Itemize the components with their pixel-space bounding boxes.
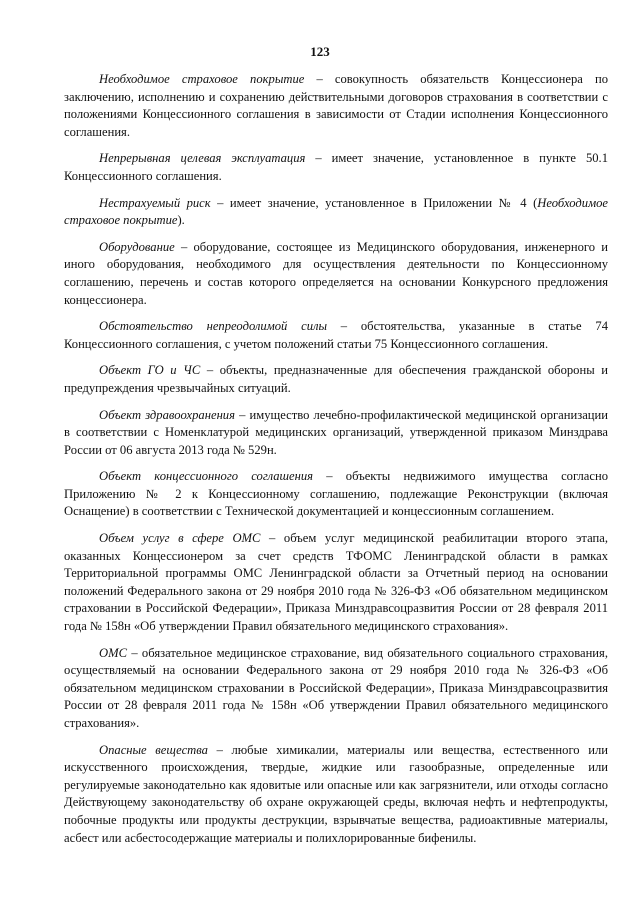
definition-term: Непрерывная целевая эксплуатация — [99, 151, 306, 166]
definition-text: – оборудование, состоящее из Медицинского оборудования, инженерного и иного оборудования, необходимого для осуществления деятельности по Концессионному соглашению, перечень и состав которого определяется на основании Конкурсного предложения концессионера. — [64, 239, 608, 307]
definition-term: Необходимое страховое покрытие — [99, 72, 305, 86]
definition-paragraph — [64, 742, 608, 848]
definition-text: – любые химикалии, материалы или вещества, естественного или искусственного происхождения, твердые, жидкие или газообразные, определенные или регулируемые законодательно как ядовитые или опасные или как загрязнители, или отходы согласно Действующему законодательству об охране окружающей среды, включая нефть и нефтепродукты, побочные продукты или продукты деструкции, взрывчатые вещества, радиоактивные материалы, асбест или асбестосодержащие материалы и полихлорированные бифенилы. — [64, 742, 608, 845]
definition-term: Обстоятельство непреодолимой силы — [99, 319, 328, 334]
definition-paragraph — [64, 530, 608, 636]
definition-term: Объект здравоохранения — [99, 407, 235, 422]
definition-term: Объем услуг в сфере ОМС — [99, 531, 261, 546]
definition-term: Оборудование — [99, 239, 175, 254]
page-number: 123 — [310, 44, 330, 59]
definition-term: ОМС — [99, 645, 127, 660]
definition-paragraph — [64, 318, 608, 353]
definition-text: – объекты недвижимого имущества согласно Приложению № 2 к Концессионному соглашению, подлежащие Реконструкции (включая Оснащение) в соответствии с Технической документацией и концессионным соглашением. — [64, 469, 608, 519]
definition-paragraph — [64, 407, 608, 460]
definition-text-italic: Необходимое страховое покрытие — [64, 195, 608, 228]
definition-text: – совокупность обязательств Концессионера по заключению, исполнению и сохранению действительными договоров страхования в соответствии с положениями Концессионного соглашения в зависимости от Стадии исполнения Концессионного соглашения. — [64, 72, 608, 139]
definition-paragraph — [64, 71, 608, 141]
definition-text: – объем услуг медицинской реабилитации второго этапа, оказанных Концессионером за счет средств ТФОМС Ленинградской области в рамках Территориальной программы ОМС Ленинградской области за Отчетный период на основании положений Федерального закона от 29 ноября 2010 года № 326-ФЗ «Об обязательном медицинском страховании в Российской Федерации», Приказа Минздравсоцразвития России от 28 февраля 2011 года № 158н «Об утверждении Правил обязательного медицинского страхования». — [64, 531, 608, 634]
definitions-list — [64, 71, 608, 856]
definition-text: – имущество лечебно-профилактической медицинской организации в соответствии с Номенклатурой медицинских организаций, утвержденной приказом Минздрава России от 06 августа 2013 года № 529н. — [64, 407, 609, 457]
definition-text: – объекты, предназначенные для обеспечения гражданской обороны и предупреждения чрезвычайных ситуаций. — [64, 363, 608, 395]
definition-term: Объект концессионного соглашения — [99, 469, 314, 484]
definition-text: – имеет значение, установленное в пункте 50.1 Концессионного соглашения. — [64, 151, 608, 183]
definition-term: Нестрахуемый риск — [99, 195, 211, 210]
definition-paragraph — [64, 239, 608, 309]
definition-paragraph — [64, 362, 608, 397]
definition-paragraph — [64, 195, 608, 230]
definition-paragraph — [64, 645, 608, 733]
definition-paragraph — [64, 150, 608, 185]
definition-text: – обязательное медицинское страхование, вид обязательного социального страхования, осуществляемый на основании Федерального закона от 29 ноября 2010 года № 326-ФЗ «Об обязательном медицинском страховании в Российской Федерации», Приказа Минздравсоцразвития России от 28 февраля 2011 года № 158н «Об утверждении Правил обязательного медицинского страхования». — [64, 645, 608, 730]
definition-text-end: ). — [177, 213, 185, 228]
definition-term: Объект ГО и ЧС — [99, 363, 201, 378]
definition-paragraph — [64, 468, 608, 521]
definition-text: – имеет значение, установленное в Приложении № 4 ( — [210, 195, 538, 210]
definition-text: – обстоятельства, указанные в статье 74 Концессионного соглашения, с учетом положений статьи 75 Концессионного соглашения. — [64, 319, 608, 351]
definition-term: Опасные вещества — [99, 742, 208, 757]
